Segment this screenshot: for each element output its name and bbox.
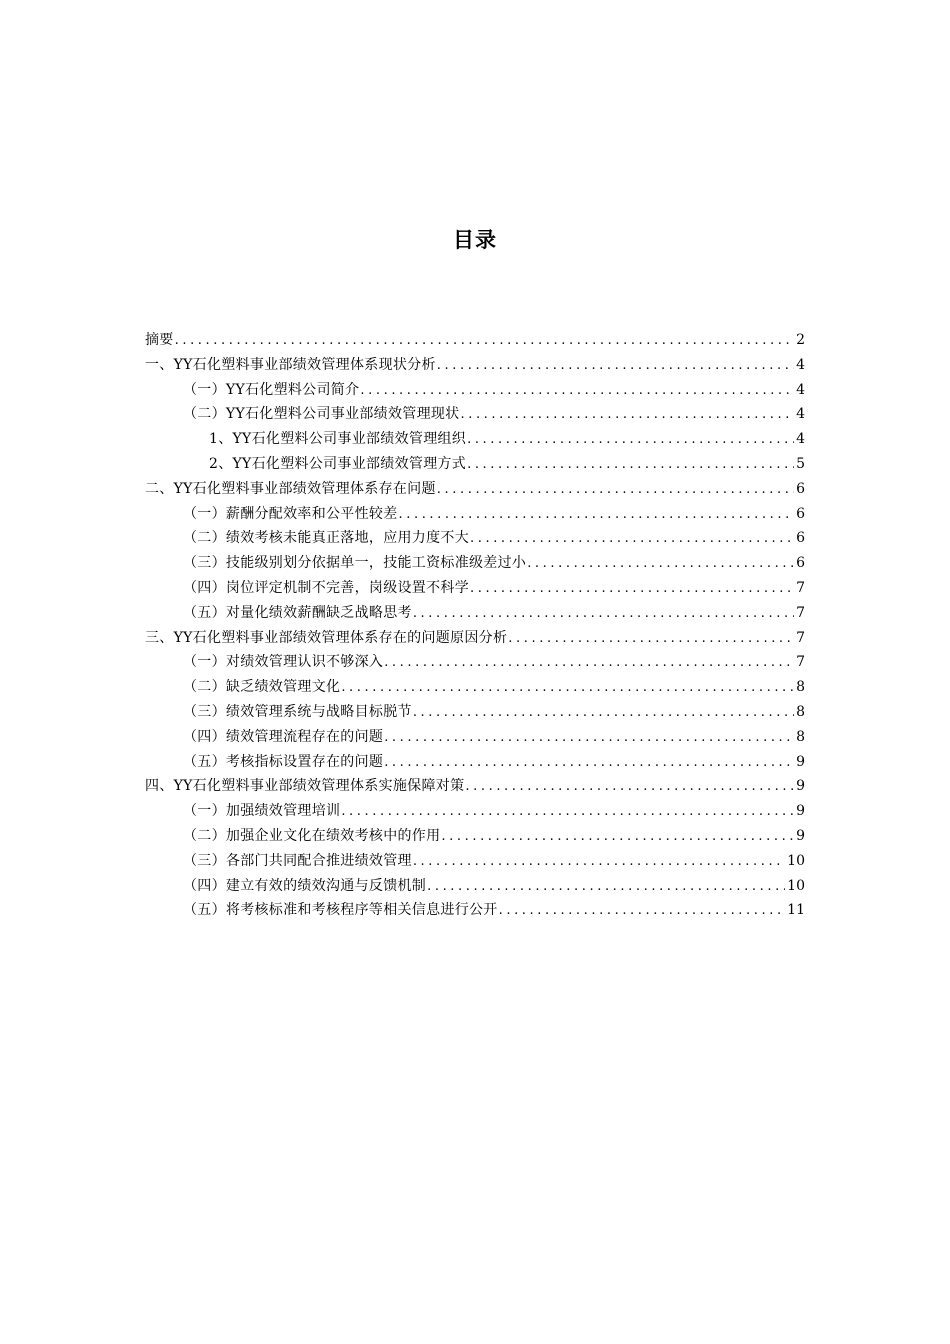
toc-entry-page: 6: [796, 530, 805, 547]
toc-entry[interactable]: [145, 427, 805, 452]
toc-entry[interactable]: [145, 824, 805, 849]
toc-entry-page: 4: [796, 406, 805, 423]
toc-entry-page: 7: [796, 604, 805, 621]
toc-entry[interactable]: [145, 750, 805, 775]
toc-entry-text: （三）绩效管理系统与战略目标脱节: [183, 703, 412, 720]
toc-entry[interactable]: [145, 477, 805, 502]
toc-entry[interactable]: [145, 551, 805, 576]
toc-entry[interactable]: [145, 675, 805, 700]
toc-entry-page: 4: [796, 381, 805, 398]
toc-leader-dots: [427, 875, 785, 900]
toc-entry-text: 四、YY石化塑料事业部绩效管理体系实施保障对策: [145, 778, 465, 795]
page-title: 目录: [453, 228, 497, 252]
toc-entry[interactable]: [145, 874, 805, 899]
toc-leader-dots: [467, 428, 794, 453]
toc-entry-text: （四）建立有效的绩效沟通与反馈机制: [183, 877, 427, 894]
toc-entry[interactable]: [145, 626, 805, 651]
toc-entry-page: 8: [796, 679, 805, 696]
toc-entry-page: 7: [796, 654, 805, 671]
toc-entry-page: 9: [796, 753, 805, 770]
toc-leader-dots: [413, 701, 794, 726]
toc-entry-text: 三、YY石化塑料事业部绩效管理体系存在的问题原因分析: [145, 629, 508, 646]
toc-leader-dots: [384, 751, 794, 776]
toc-entry-text: （一）YY石化塑料公司简介: [183, 381, 360, 398]
toc-entry[interactable]: [145, 799, 805, 824]
toc-entry[interactable]: [145, 378, 805, 403]
toc-leader-dots: [460, 403, 794, 428]
toc-entry[interactable]: [145, 898, 805, 923]
toc-leader-dots: [341, 800, 794, 825]
toc-entry-page: 11: [787, 902, 805, 919]
toc-entry-page: 7: [796, 579, 805, 596]
toc-entry-text: 1、YY石化塑料公司事业部绩效管理组织: [209, 431, 467, 448]
toc-entry[interactable]: [145, 576, 805, 601]
toc-entry-text: （五）将考核标准和考核程序等相关信息进行公开: [183, 902, 498, 919]
toc-entry-text: 一、YY石化塑料事业部绩效管理体系现状分析: [145, 356, 436, 373]
toc-entry-text: （一）薪酬分配效率和公平性较差: [183, 505, 398, 522]
toc-entry-text: （四）绩效管理流程存在的问题: [183, 728, 384, 745]
toc-entry[interactable]: [145, 601, 805, 626]
table-of-contents: [145, 328, 805, 923]
toc-entry[interactable]: [145, 526, 805, 551]
toc-entry-text: （四）岗位评定机制不完善，岗级设置不科学: [183, 579, 469, 596]
toc-entry-page: 4: [796, 356, 805, 373]
toc-entry-text: （二）缺乏绩效管理文化: [183, 679, 341, 696]
toc-leader-dots: [465, 775, 794, 800]
toc-leader-dots: [467, 453, 794, 478]
toc-entry-page: 9: [796, 827, 805, 844]
toc-entry-text: （二）加强企业文化在绩效考核中的作用: [183, 827, 441, 844]
toc-entry-text: 摘要: [145, 332, 174, 348]
toc-entry-page: 10: [787, 852, 805, 869]
toc-leader-dots: [360, 379, 794, 404]
toc-entry-page: 8: [796, 703, 805, 720]
toc-leader-dots: [437, 478, 794, 503]
toc-leader-dots: [413, 850, 785, 875]
toc-entry[interactable]: [145, 774, 805, 799]
toc-leader-dots: [175, 329, 794, 354]
toc-entry-page: 9: [796, 803, 805, 820]
toc-leader-dots: [470, 527, 794, 552]
toc-entry-text: （一）加强绩效管理培训: [183, 803, 341, 820]
toc-leader-dots: [413, 602, 794, 627]
toc-entry-page: 6: [796, 555, 805, 572]
toc-entry[interactable]: [145, 700, 805, 725]
toc-entry[interactable]: [145, 650, 805, 675]
toc-leader-dots: [437, 354, 794, 379]
toc-entry[interactable]: [145, 353, 805, 378]
toc-entry[interactable]: [145, 402, 805, 427]
toc-entry-text: （五）对量化绩效薪酬缺乏战略思考: [183, 604, 412, 621]
toc-leader-dots: [527, 552, 794, 577]
toc-leader-dots: [384, 651, 794, 676]
toc-entry-page: 10: [787, 877, 805, 894]
toc-leader-dots: [499, 899, 786, 924]
toc-entry-text: （三）技能级别划分依据单一，技能工资标准级差过小: [183, 555, 527, 572]
toc-leader-dots: [470, 577, 794, 602]
toc-entry-page: 9: [796, 778, 805, 795]
toc-leader-dots: [441, 825, 794, 850]
toc-entry-page: 8: [796, 728, 805, 745]
toc-entry[interactable]: [145, 725, 805, 750]
toc-leader-dots: [341, 676, 794, 701]
toc-entry-text: 二、YY石化塑料事业部绩效管理体系存在问题: [145, 480, 436, 497]
toc-entry[interactable]: [145, 328, 805, 353]
toc-entry-text: （二）YY石化塑料公司事业部绩效管理现状: [183, 406, 460, 423]
toc-entry-page: 6: [796, 505, 805, 522]
toc-leader-dots: [508, 627, 794, 652]
toc-entry-page: 6: [796, 480, 805, 497]
toc-leader-dots: [399, 503, 795, 528]
toc-entry-page: 2: [796, 332, 805, 348]
toc-entry-page: 7: [796, 629, 805, 646]
toc-entry-text: （五）考核指标设置存在的问题: [183, 753, 384, 770]
toc-entry-page: 4: [796, 431, 805, 448]
toc-entry-text: （二）绩效考核未能真正落地，应用力度不大: [183, 530, 469, 547]
toc-leader-dots: [384, 726, 794, 751]
toc-entry-page: 5: [796, 455, 805, 472]
toc-entry[interactable]: [145, 452, 805, 477]
toc-entry-text: （一）对绩效管理认识不够深入: [183, 654, 384, 671]
toc-entry-text: 2、YY石化塑料公司事业部绩效管理方式: [209, 455, 467, 472]
toc-entry[interactable]: [145, 502, 805, 527]
toc-entry[interactable]: [145, 849, 805, 874]
toc-entry-text: （三）各部门共同配合推进绩效管理: [183, 852, 412, 869]
